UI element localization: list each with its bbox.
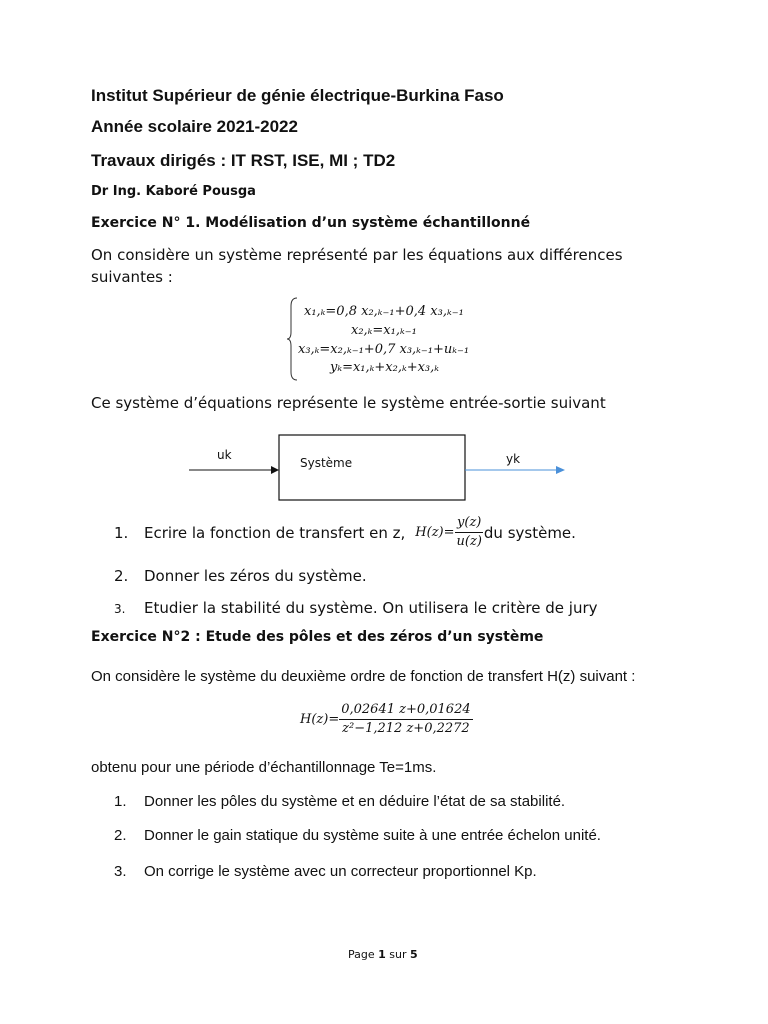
ex1-question-2: 2. Donner les zéros du système. bbox=[114, 567, 367, 585]
diagram-intro: Ce système d’équations représente le système entrée-sortie suivant bbox=[91, 394, 606, 412]
total-pages: 5 bbox=[410, 948, 418, 961]
ex2-question-1: 1. Donner les pôles du système et en déduire l’état de sa stabilité. bbox=[114, 793, 566, 810]
exercise-2-intro: On considère le système du deuxième ordre de fonction de transfert H(z) suivant : bbox=[91, 668, 636, 685]
institute-title: Institut Supérieur de génie électrique-Burkina Faso bbox=[91, 86, 504, 105]
author: Dr Ing. Kaboré Pousga bbox=[91, 184, 256, 199]
block-diagram bbox=[185, 430, 575, 505]
course-title: Travaux dirigés : IT RST, ISE, MI ; TD2 bbox=[91, 151, 396, 170]
system-block-label: Système bbox=[300, 456, 353, 470]
ex2-question-2: 2. Donner le gain statique du système suite à une entrée échelon unité. bbox=[114, 827, 601, 844]
question-1-text: Ecrire la fonction de transfert en z, bbox=[144, 523, 406, 542]
transfer-function-fraction: $\frac{y(z)}{u(z)}$ bbox=[456, 515, 482, 549]
exercise-1-intro-line-1: On considère un système représenté par les équations aux différences bbox=[91, 246, 623, 264]
sampling-period: obtenu pour une période d’échantillonnage Te=1ms. bbox=[91, 759, 437, 776]
exercise-2-transfer-function bbox=[300, 702, 473, 737]
equation-1: x₁,ₖ=0,8 x₂,ₖ₋₁+0,4 x₃,ₖ₋₁ bbox=[304, 304, 464, 319]
ex1-question-3: 3. Etudier la stabilité du système. On utilisera le critère de jury bbox=[114, 599, 598, 617]
equation-3: x₃,ₖ=x₂,ₖ₋₁+0,7 x₃,ₖ₋₁+uₖ₋₁ bbox=[298, 342, 470, 357]
tf2-fraction bbox=[339, 702, 472, 737]
current-page: 1 bbox=[378, 948, 386, 961]
ex1-question-1: 1. Ecrire la fonction de transfert en z, H(z)= $\frac{y(z)}{u(z)}$ du système. bbox=[114, 515, 576, 549]
exercise-1-title: Exercice N° 1. Modélisation d’un système échantillonné bbox=[91, 215, 531, 231]
input-signal-label: uk bbox=[217, 448, 232, 462]
tf2-denominator: z²−1,212 z+0,2272 bbox=[342, 721, 470, 736]
ex2-question-3: 3. On corrige le système avec un correcteur proportionnel Kp. bbox=[114, 863, 537, 880]
school-year: Année scolaire 2021-2022 bbox=[91, 117, 298, 136]
tf2-lhs: H(z)= bbox=[300, 712, 340, 727]
tf2-numerator: 0,02641 z+0,01624 bbox=[339, 702, 472, 720]
equation-2: x₂,ₖ=x₁,ₖ₋₁ bbox=[351, 323, 417, 338]
transfer-function-lhs: H(z)= bbox=[415, 524, 455, 540]
exercise-2-title: Exercice N°2 : Etude des pôles et des zéros d’un système bbox=[91, 629, 544, 645]
output-signal-label: yk bbox=[506, 452, 521, 466]
page-footer: Page 1 sur 5 bbox=[348, 948, 418, 961]
equation-4: yₖ=x₁,ₖ+x₂,ₖ+x₃,ₖ bbox=[330, 360, 440, 375]
equation-brace bbox=[286, 296, 300, 382]
exercise-1-intro-line-2: suivantes : bbox=[91, 268, 173, 286]
